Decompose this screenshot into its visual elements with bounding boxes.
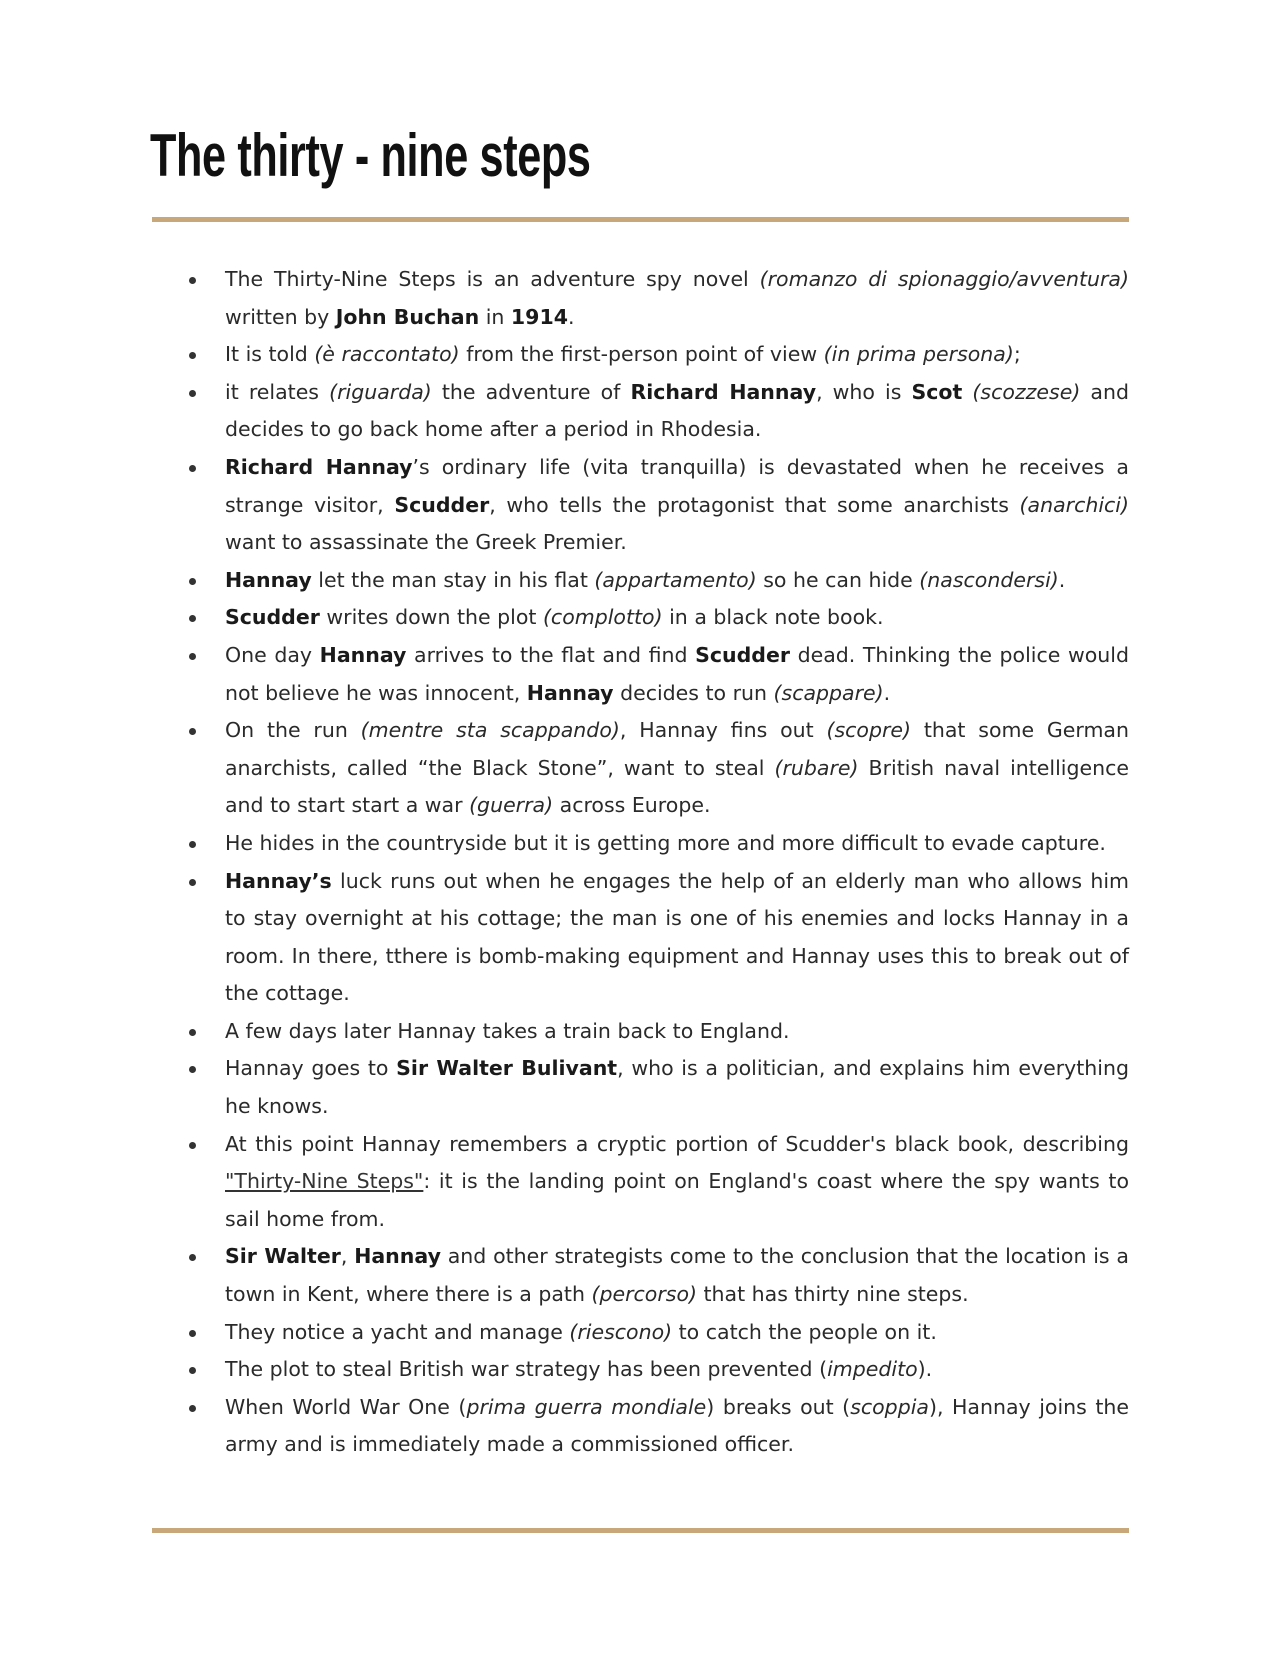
text-run: the adventure of bbox=[431, 379, 631, 404]
text-run: that has thirty nine steps. bbox=[697, 1282, 969, 1307]
bullet-item bbox=[225, 1050, 1129, 1125]
bullet-dot-icon bbox=[189, 390, 196, 397]
bullet-item bbox=[225, 1126, 1129, 1239]
text-run: . bbox=[1058, 567, 1066, 592]
bullet-dot-icon bbox=[189, 615, 196, 622]
italian-gloss: (rubare) bbox=[774, 755, 859, 780]
bullet-dot-icon bbox=[189, 352, 196, 359]
bullet-item bbox=[225, 1351, 1129, 1389]
text-run: ) breaks out ( bbox=[706, 1394, 851, 1419]
text-run bbox=[962, 380, 972, 404]
bullet-item bbox=[225, 562, 1129, 600]
italian-gloss: scoppia bbox=[850, 1394, 929, 1419]
text-run: in a black note book. bbox=[662, 605, 884, 630]
bold-term: Hannay bbox=[354, 1244, 441, 1269]
top-divider bbox=[152, 217, 1129, 222]
italian-gloss: (è raccontato) bbox=[314, 342, 460, 367]
italian-gloss: (nascondersi) bbox=[919, 567, 1059, 592]
bold-term: Richard Hannay bbox=[630, 379, 817, 404]
bullet-item bbox=[225, 712, 1129, 825]
bottom-divider bbox=[152, 1528, 1129, 1533]
bold-term: Scudder bbox=[695, 642, 790, 667]
text-run: from the first-person point of view bbox=[459, 342, 824, 367]
bullet-dot-icon bbox=[189, 1254, 196, 1261]
bold-term: Scudder bbox=[394, 492, 490, 517]
text-run: written by bbox=[225, 304, 336, 329]
text-run: , who tells the protagonist that some anarchists bbox=[489, 492, 1020, 517]
text-run: to catch the people on it. bbox=[672, 1319, 937, 1344]
italian-gloss: (complotto) bbox=[542, 605, 663, 630]
text-run: ), Hannay joins the army and is immediately made a commissioned officer. bbox=[225, 1394, 1129, 1457]
bold-term: John Buchan bbox=[335, 304, 480, 329]
bullet-dot-icon bbox=[189, 277, 196, 284]
bold-term: 1914 bbox=[510, 304, 568, 329]
italian-gloss: (scozzese) bbox=[972, 379, 1081, 404]
italian-gloss: prima guerra mondiale bbox=[466, 1394, 707, 1419]
text-run: want to assassinate the Greek Premier. bbox=[225, 530, 627, 555]
bullet-dot-icon bbox=[189, 465, 196, 472]
bold-term: Sir Walter bbox=[225, 1244, 341, 1269]
bullet-dot-icon bbox=[189, 1142, 196, 1149]
bullet-item bbox=[225, 1389, 1129, 1464]
text-run: across Europe. bbox=[553, 793, 711, 818]
text-run: He hides in the countryside but it is getting more and more difficult to evade capture. bbox=[225, 830, 1106, 855]
italian-gloss: (appartamento) bbox=[594, 567, 757, 592]
bullet-item bbox=[225, 1238, 1129, 1313]
text-run: At this point Hannay remembers a cryptic portion of Scudder's black book, describing bbox=[225, 1131, 1129, 1156]
bold-term: Scot bbox=[911, 379, 963, 404]
bullet-dot-icon bbox=[189, 1330, 196, 1337]
bullet-item bbox=[225, 1314, 1129, 1352]
bullet-item bbox=[225, 599, 1129, 637]
text-run: dead. Thinking the police would not believe he was innocent, bbox=[225, 642, 1129, 705]
bullet-dot-icon bbox=[189, 879, 196, 886]
text-run: , who is bbox=[816, 379, 912, 404]
italian-gloss: (guerra) bbox=[469, 793, 554, 818]
text-run: and other strategists come to the conclusion that the location is a town in Kent, where there is a path bbox=[225, 1244, 1129, 1307]
bold-term: Hannay bbox=[319, 642, 407, 667]
text-run: in bbox=[479, 304, 511, 329]
bullet-item bbox=[225, 863, 1129, 1013]
text-run: , Hannay fins out bbox=[619, 718, 827, 743]
text-run: The plot to steal British war strategy has been prevented ( bbox=[225, 1357, 828, 1382]
bullet-dot-icon bbox=[189, 841, 196, 848]
text-run: let the man stay in his flat bbox=[311, 567, 595, 592]
text-run: that some German anarchists, called “the Black Stone”, want to steal bbox=[225, 718, 1129, 780]
bullet-dot-icon bbox=[189, 578, 196, 585]
text-run: They notice a yacht and manage bbox=[225, 1319, 570, 1344]
text-run: it relates bbox=[225, 379, 330, 404]
bullet-dot-icon bbox=[189, 653, 196, 660]
bold-term: Richard Hannay bbox=[225, 454, 413, 479]
italian-gloss: (anarchici) bbox=[1019, 492, 1129, 517]
text-run: ). bbox=[917, 1357, 933, 1382]
text-run: When World War One ( bbox=[225, 1394, 467, 1419]
italian-gloss: (riescono) bbox=[569, 1319, 673, 1344]
bold-term: Sir Walter Bulivant bbox=[396, 1056, 618, 1081]
bullet-item bbox=[225, 374, 1129, 449]
text-run: . bbox=[883, 680, 891, 705]
bullet-dot-icon bbox=[189, 1066, 196, 1073]
bold-term: Scudder bbox=[225, 605, 320, 630]
text-run: On the run bbox=[225, 718, 361, 743]
text-run: ; bbox=[1013, 342, 1021, 367]
italian-gloss: (in prima persona) bbox=[823, 342, 1014, 367]
text-run: decides to run bbox=[613, 680, 774, 705]
text-run: arrives to the flat and find bbox=[406, 642, 696, 667]
text-run: . bbox=[567, 304, 575, 329]
summary-bullet-list bbox=[225, 261, 1129, 1464]
italian-gloss: (mentre sta scappando) bbox=[360, 718, 620, 743]
text-run: Hannay goes to bbox=[225, 1056, 397, 1081]
text-run: ’s ordinary life (vita tranquilla) is devastated when he receives a strange visitor, bbox=[225, 454, 1129, 517]
italian-gloss: (riguarda) bbox=[329, 379, 432, 404]
bold-term: Hannay bbox=[526, 680, 614, 705]
thirty-nine-steps-link[interactable]: "Thirty-Nine Steps" bbox=[225, 1169, 424, 1194]
italian-gloss: (percorso) bbox=[591, 1282, 697, 1307]
bold-term: Hannay’s bbox=[225, 868, 332, 893]
text-run: It is told bbox=[225, 342, 315, 367]
text-run: , bbox=[340, 1244, 355, 1269]
text-run: One day bbox=[225, 642, 320, 667]
text-run: : it is the landing point on England's coast where the spy wants to sail home from. bbox=[225, 1169, 1129, 1231]
italian-gloss: (scappare) bbox=[773, 680, 884, 705]
bullet-item bbox=[225, 637, 1129, 712]
bullet-dot-icon bbox=[189, 1367, 196, 1374]
bullet-item bbox=[225, 261, 1129, 336]
text-run: The Thirty-Nine Steps is an adventure spy novel bbox=[225, 267, 760, 291]
bullet-item bbox=[225, 449, 1129, 562]
text-run: A few days later Hannay takes a train back to England. bbox=[225, 1018, 790, 1043]
bullet-item bbox=[225, 336, 1129, 374]
text-run: , who is a politician, and explains him everything he knows. bbox=[225, 1056, 1129, 1119]
bullet-item bbox=[225, 1013, 1129, 1051]
bullet-dot-icon bbox=[189, 1405, 196, 1412]
bullet-dot-icon bbox=[189, 728, 196, 735]
text-run: so he can hide bbox=[756, 567, 920, 592]
bullet-item bbox=[225, 825, 1129, 863]
bold-term: Hannay bbox=[225, 567, 312, 592]
text-run: British naval intelligence and to start start a war bbox=[225, 755, 1129, 818]
italian-gloss: impedito bbox=[827, 1357, 918, 1382]
text-run: and decides to go back home after a period in Rhodesia. bbox=[225, 379, 1129, 442]
page-title: The thirty - nine steps bbox=[150, 122, 591, 189]
text-run: luck runs out when he engages the help of an elderly man who allows him to stay overnight at his cottage; the man is one of his enemies and locks Hannay in a room. In there, tthere is bomb-making equipment and Hannay uses this to break out of the cottage. bbox=[225, 868, 1129, 1006]
italian-gloss: (scopre) bbox=[826, 718, 912, 743]
bullet-dot-icon bbox=[189, 1029, 196, 1036]
text-run: writes down the plot bbox=[319, 605, 543, 630]
italian-gloss: (romanzo di spionaggio/avventura) bbox=[759, 267, 1129, 291]
